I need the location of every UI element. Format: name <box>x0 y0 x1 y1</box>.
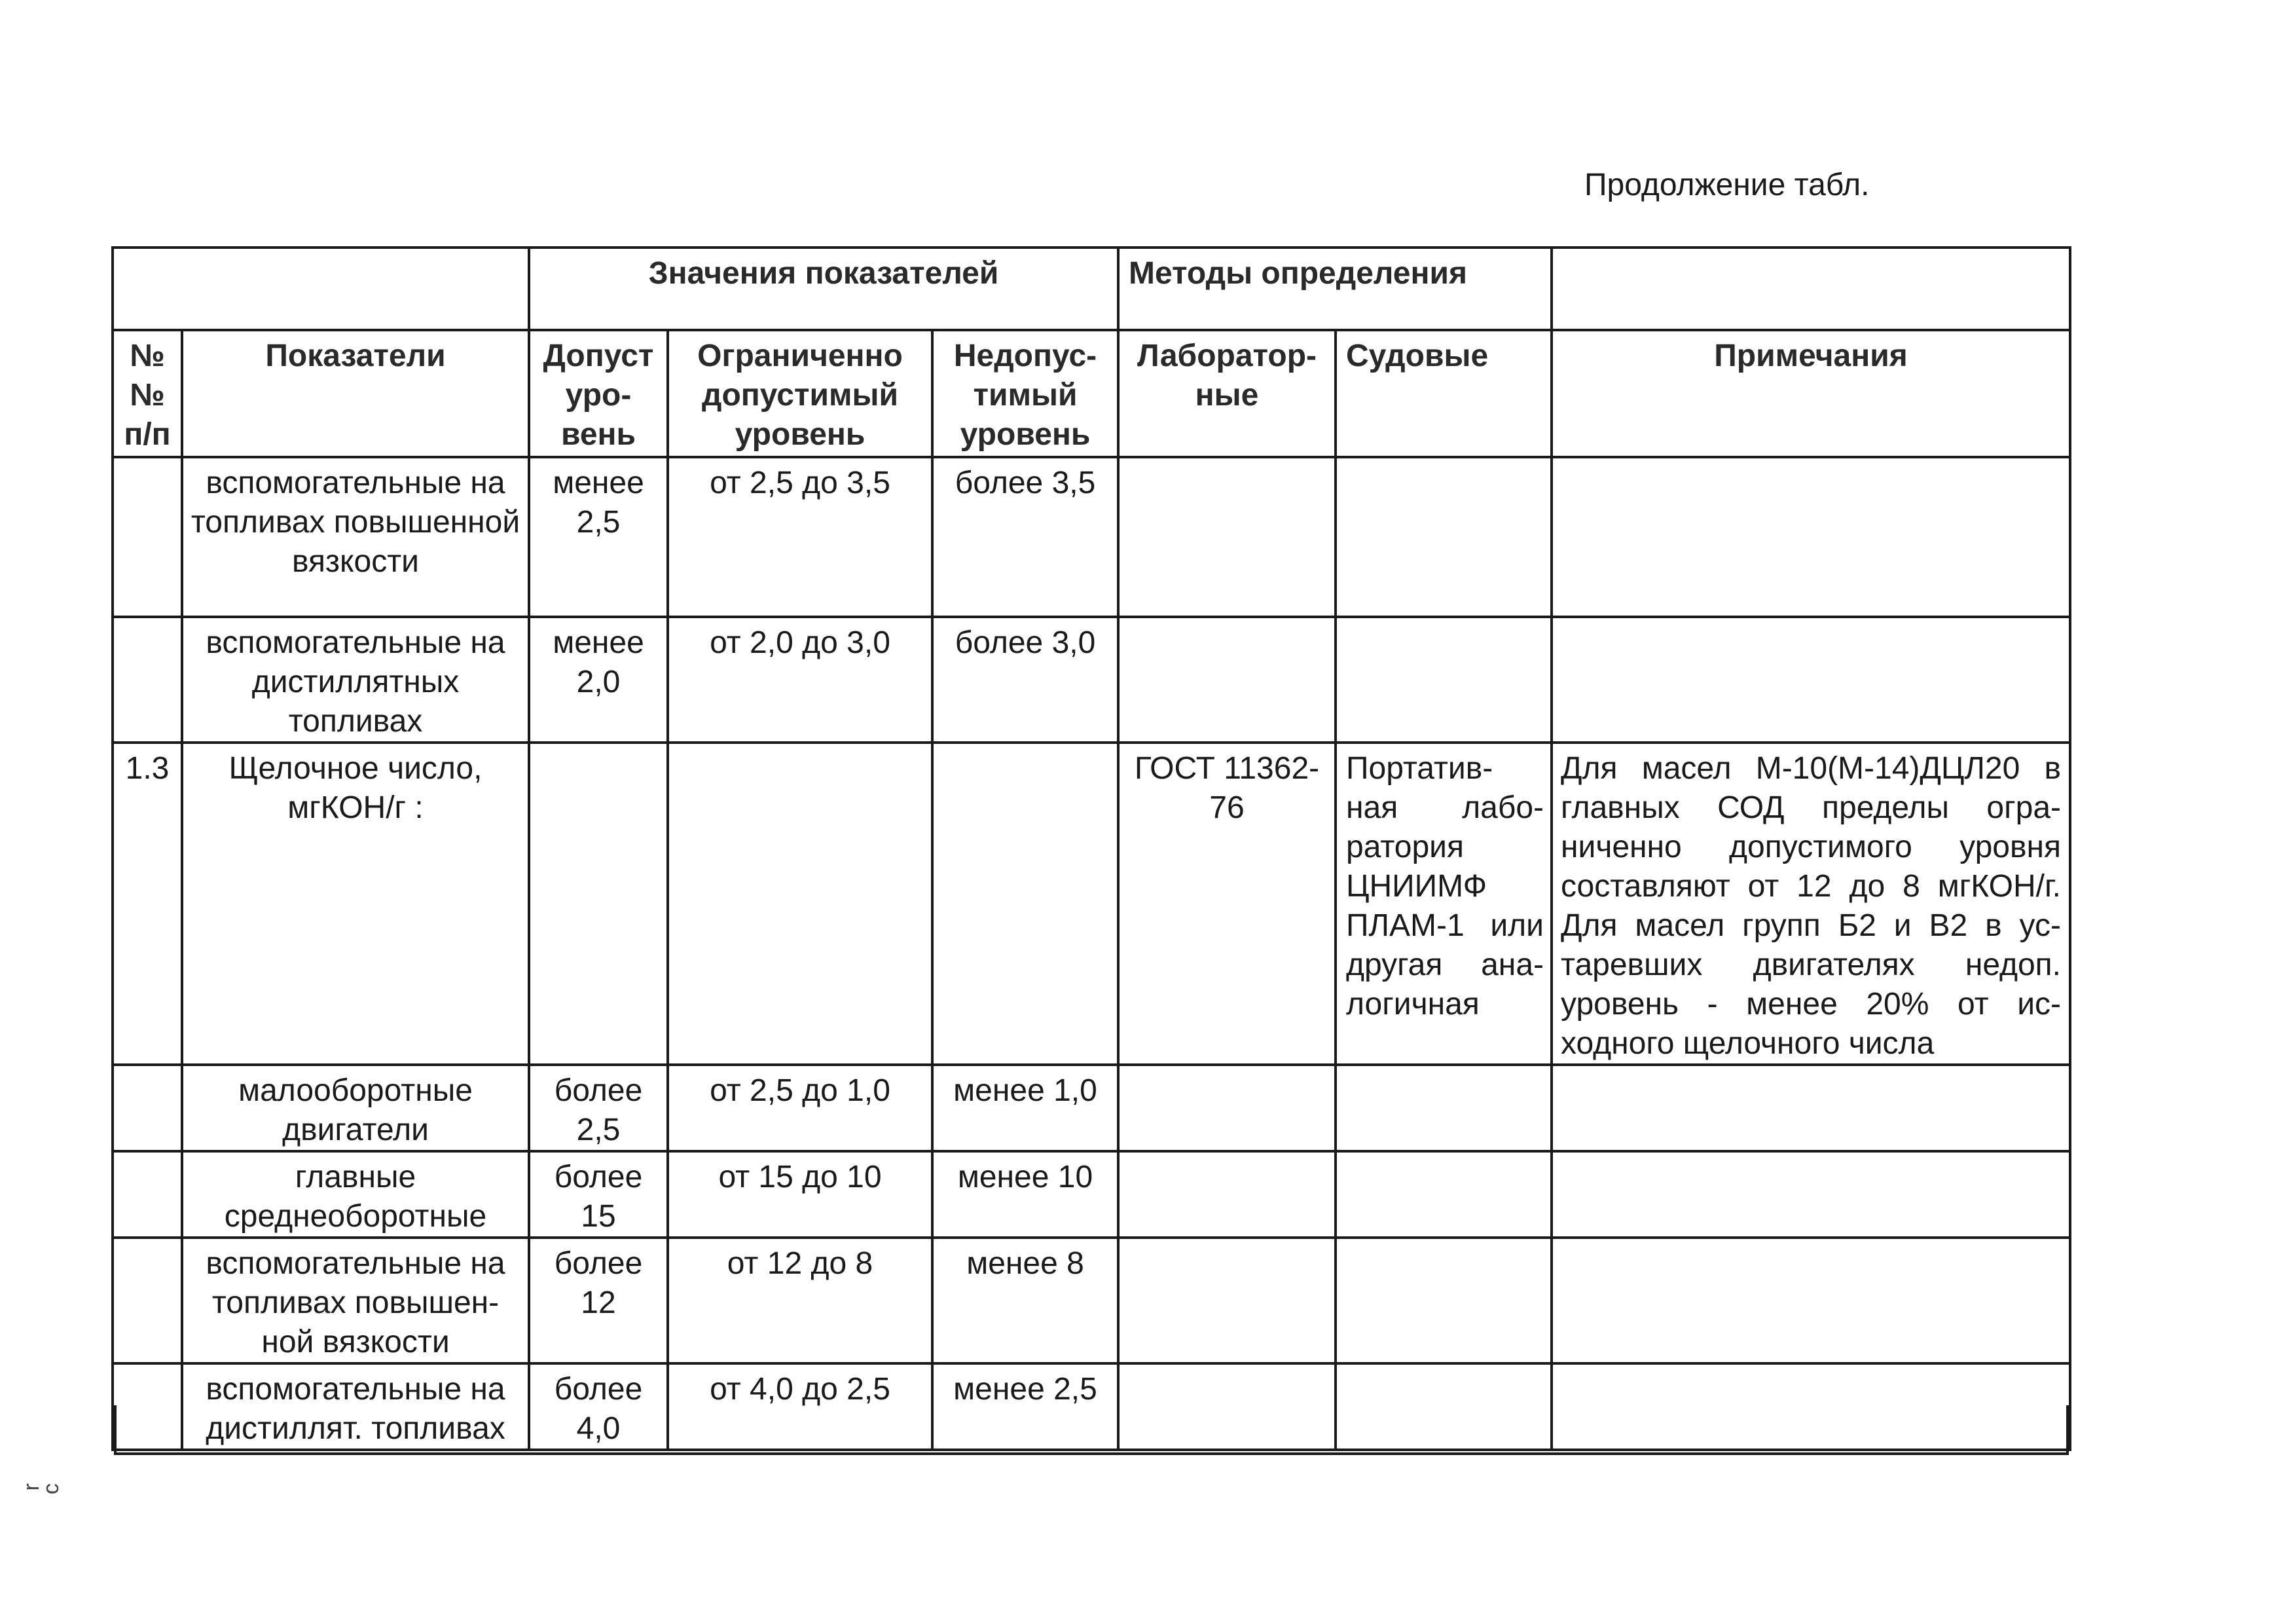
row-limited: от 2,0 до 3,0 <box>668 617 932 743</box>
header-notes-blank <box>1552 248 2070 330</box>
row-notes <box>1552 457 2070 617</box>
row-limited: от 2,5 до 3,5 <box>668 457 932 617</box>
row-indicator: Щелочное число, мгКОН/г : <box>182 743 529 1065</box>
row-allowed <box>529 743 668 1065</box>
row-lab: ГОСТ 11362-76 <box>1118 743 1336 1065</box>
row-allowed: менее 2,0 <box>529 617 668 743</box>
row-limited: от 12 до 8 <box>668 1238 932 1363</box>
row-inadmissible: менее 1,0 <box>932 1065 1118 1151</box>
header-limited-level: Ограниченно допустимый уровень <box>668 330 932 457</box>
header-columns-row <box>113 330 2070 457</box>
row-ship <box>1336 1151 1552 1238</box>
row-limited: от 4,0 до 2,5 <box>668 1363 932 1450</box>
row-number <box>113 1151 182 1238</box>
row-number <box>113 457 182 617</box>
row-indicator: вспомогательные на топливах повышенной вязкости <box>182 457 529 617</box>
table-continuation-caption: Продолжение табл. <box>1584 168 1870 202</box>
row-allowed: более 12 <box>529 1238 668 1363</box>
row-lab <box>1118 1238 1336 1363</box>
header-methods-group: Методы определения <box>1118 248 1552 330</box>
row-ship <box>1336 617 1552 743</box>
row-allowed: более 2,5 <box>529 1065 668 1151</box>
row-ship: Портатив- ная лабо- ратория ЦНИИМФ ПЛАМ-1 или другая ана- логичная <box>1336 743 1552 1065</box>
row-number <box>113 1238 182 1363</box>
row-ship <box>1336 457 1552 617</box>
row-lab <box>1118 457 1336 617</box>
header-indicator: Показатели <box>182 330 529 457</box>
table-row <box>113 1238 2070 1363</box>
header-lab-methods: Лаборатор- ные <box>1118 330 1336 457</box>
row-indicator: вспомогательные на дистиллятных топливах <box>182 617 529 743</box>
row-limited <box>668 743 932 1065</box>
row-inadmissible: более 3,0 <box>932 617 1118 743</box>
table-row <box>113 1065 2070 1151</box>
row-inadmissible <box>932 743 1118 1065</box>
row-lab <box>1118 1151 1336 1238</box>
row-lab <box>1118 1065 1336 1151</box>
header-group-row <box>113 248 2070 330</box>
row-allowed: более 15 <box>529 1151 668 1238</box>
row-inadmissible: более 3,5 <box>932 457 1118 617</box>
header-inadmissible-level: Недопус- тимый уровень <box>932 330 1118 457</box>
row-indicator: вспомогательные на дистиллят. топливах <box>182 1363 529 1450</box>
header-blank-cell <box>113 248 529 330</box>
row-lab <box>1118 617 1336 743</box>
row-inadmissible: менее 8 <box>932 1238 1118 1363</box>
table-row <box>113 457 2070 617</box>
row-ship <box>1336 1238 1552 1363</box>
row-indicator: малооборотные двигатели <box>182 1065 529 1151</box>
header-values-group: Значения показателей <box>529 248 1118 330</box>
row-number <box>113 1065 182 1151</box>
page-mark-glyph: ɔ ɹ <box>22 1483 66 1494</box>
row-indicator: вспомогательные на топливах повышен- ной вязкости <box>182 1238 529 1363</box>
row-allowed: более 4,0 <box>529 1363 668 1450</box>
row-limited: от 2,5 до 1,0 <box>668 1065 932 1151</box>
row-number: 1.3 <box>113 743 182 1065</box>
table-row <box>113 617 2070 743</box>
table-blank-bottom-row <box>114 1405 2069 1455</box>
row-notes <box>1552 1238 2070 1363</box>
row-notes: Для масел М-10(М-14)ДЦЛ20 в главных СОД пределы огра- ниченно допустимого уровня составляют от 12 до 8 мгКОН/г. Для масел групп Б2 и В2 в ус- таревших двигателях недоп. уровень - менее 20% от ис- ходного щелочного числа <box>1552 743 2070 1065</box>
header-number: № № п/п <box>113 330 182 457</box>
row-notes <box>1552 1151 2070 1238</box>
row-allowed: менее 2,5 <box>529 457 668 617</box>
row-limited: от 15 до 10 <box>668 1151 932 1238</box>
row-indicator: главные среднеоборотные <box>182 1151 529 1238</box>
indicators-table <box>111 246 2071 1451</box>
row-inadmissible: менее 10 <box>932 1151 1118 1238</box>
row-inadmissible: менее 2,5 <box>932 1363 1118 1450</box>
row-notes <box>1552 1065 2070 1151</box>
header-notes: Примечания <box>1552 330 2070 457</box>
table-row <box>113 1151 2070 1238</box>
header-allowed-level: Допуст уро- вень <box>529 330 668 457</box>
header-ship-methods: Судовые <box>1336 330 1552 457</box>
row-notes <box>1552 617 2070 743</box>
table-row <box>113 743 2070 1065</box>
row-ship <box>1336 1065 1552 1151</box>
row-number <box>113 617 182 743</box>
